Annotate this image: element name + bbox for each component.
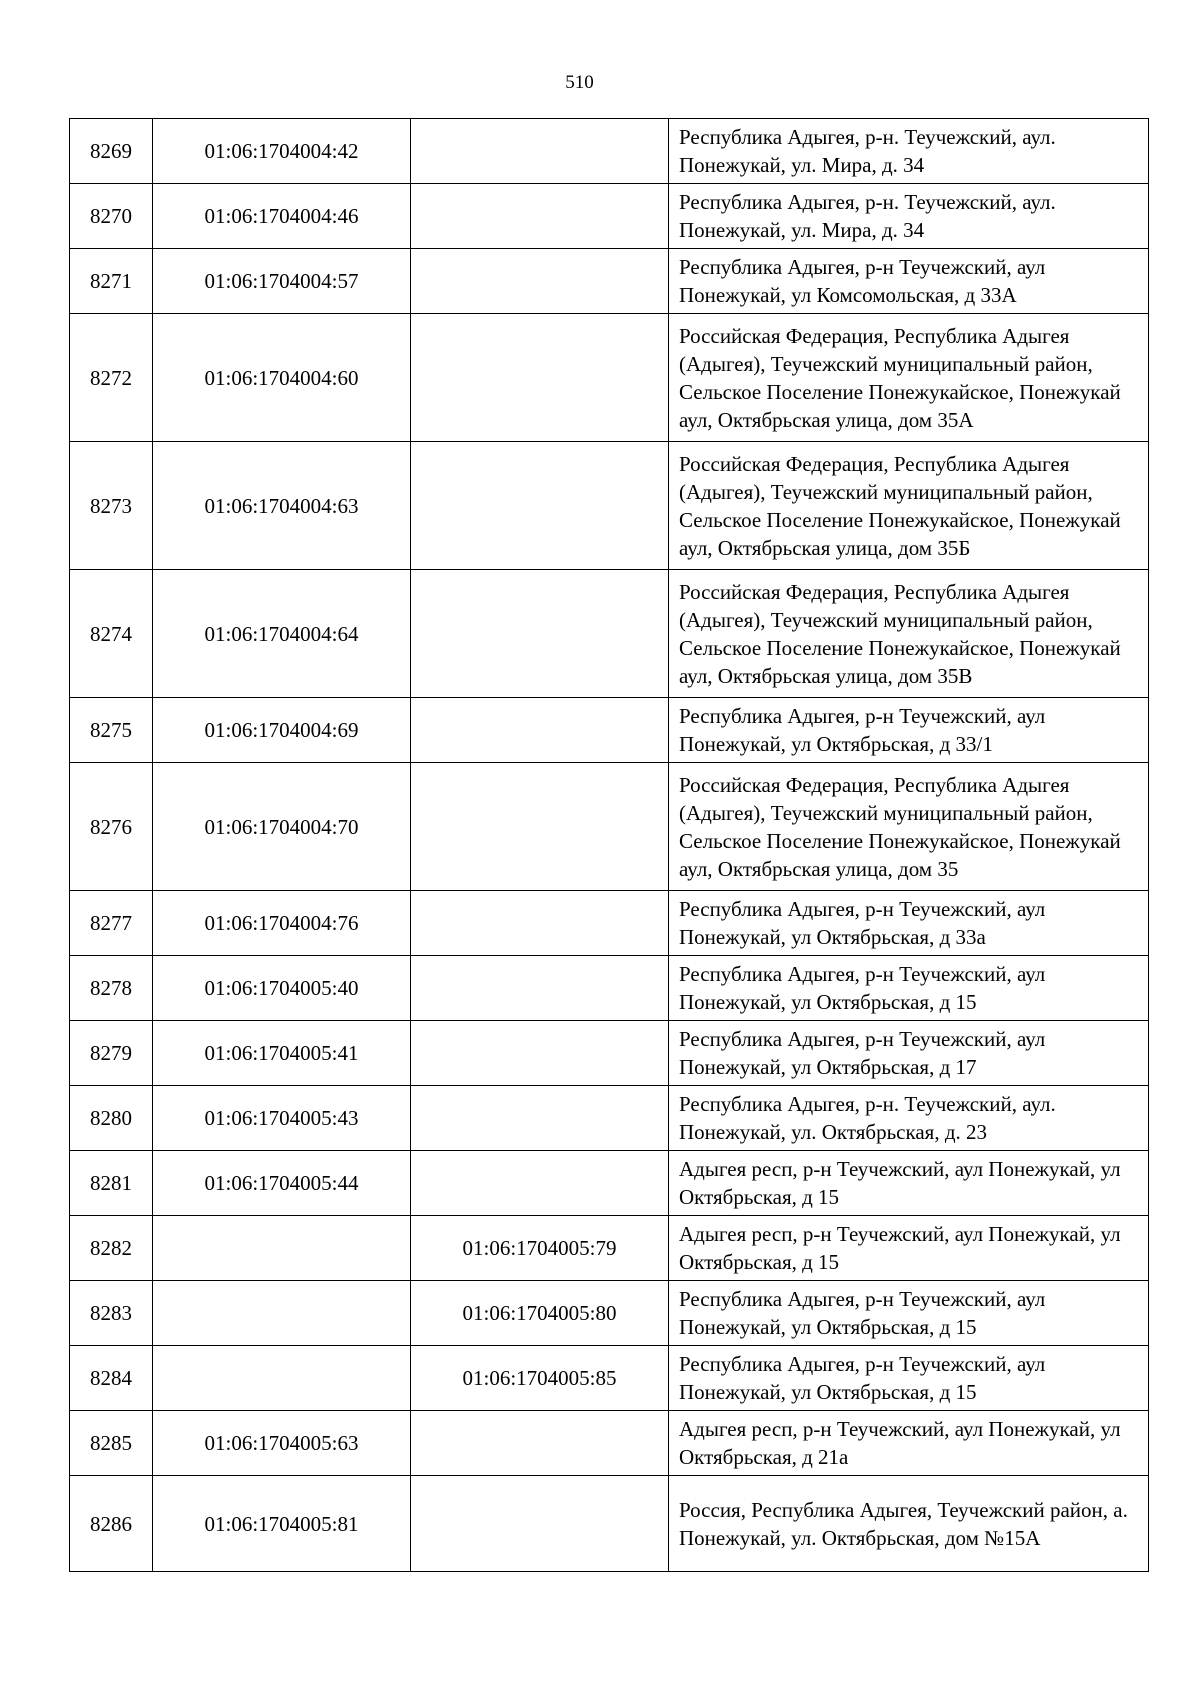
page-number: 510 [565, 72, 594, 93]
table-row [70, 314, 1149, 442]
secondary-cadastral-number-cell [411, 763, 669, 891]
address-cell: Российская Федерация, Республика Адыгея (Адыгея), Теучежский муниципальный район, Сельское Поселение Понежукайское, Понежукай аул, Октябрьская улица, дом 35Б [669, 442, 1149, 570]
address-cell: Республика Адыгея, р-н Теучежский, аул Понежукай, ул Октябрьская, д 33а [669, 891, 1149, 956]
table-row [70, 1021, 1149, 1086]
table-row [70, 1151, 1149, 1216]
secondary-cadastral-number-cell [411, 314, 669, 442]
cadastral-number-cell [153, 1216, 411, 1281]
address-cell: Республика Адыгея, р-н Теучежский, аул Понежукай, ул Комсомольская, д 33А [669, 249, 1149, 314]
address-cell: Адыгея респ, р-н Теучежский, аул Понежукай, ул Октябрьская, д 15 [669, 1151, 1149, 1216]
row-number-cell: 8286 [70, 1476, 153, 1572]
address-cell: Российская Федерация, Республика Адыгея (Адыгея), Теучежский муниципальный район, Сельское Поселение Понежукайское, Понежукай аул, Октябрьская улица, дом 35А [669, 314, 1149, 442]
secondary-cadastral-number-cell [411, 442, 669, 570]
address-cell: Республика Адыгея, р-н Теучежский, аул Понежукай, ул Октябрьская, д 17 [669, 1021, 1149, 1086]
cadastral-number-cell: 01:06:1704004:69 [153, 698, 411, 763]
address-cell: Республика Адыгея, р-н. Теучежский, аул. Понежукай, ул. Мира, д. 34 [669, 184, 1149, 249]
row-number-cell: 8270 [70, 184, 153, 249]
table-row [70, 1086, 1149, 1151]
secondary-cadastral-number-cell [411, 698, 669, 763]
cadastral-number-cell: 01:06:1704004:76 [153, 891, 411, 956]
cadastral-number-cell [153, 1281, 411, 1346]
table-row [70, 891, 1149, 956]
row-number-cell: 8275 [70, 698, 153, 763]
cadastral-number-cell: 01:06:1704004:64 [153, 570, 411, 698]
cadastral-number-cell: 01:06:1704005:81 [153, 1476, 411, 1572]
address-cell: Республика Адыгея, р-н Теучежский, аул Понежукай, ул Октябрьская, д 15 [669, 956, 1149, 1021]
cadastral-number-cell: 01:06:1704004:46 [153, 184, 411, 249]
row-number-cell: 8282 [70, 1216, 153, 1281]
cadastral-number-cell: 01:06:1704005:44 [153, 1151, 411, 1216]
secondary-cadastral-number-cell [411, 1411, 669, 1476]
row-number-cell: 8278 [70, 956, 153, 1021]
address-cell: Республика Адыгея, р-н. Теучежский, аул. Понежукай, ул. Мира, д. 34 [669, 119, 1149, 184]
row-number-cell: 8273 [70, 442, 153, 570]
cadastral-number-cell: 01:06:1704004:70 [153, 763, 411, 891]
table-row [70, 249, 1149, 314]
cadastral-number-cell: 01:06:1704004:57 [153, 249, 411, 314]
table-row [70, 698, 1149, 763]
address-cell: Адыгея респ, р-н Теучежский, аул Понежукай, ул Октябрьская, д 15 [669, 1216, 1149, 1281]
table-row [70, 119, 1149, 184]
secondary-cadastral-number-cell [411, 891, 669, 956]
row-number-cell: 8283 [70, 1281, 153, 1346]
secondary-cadastral-number-cell [411, 1151, 669, 1216]
row-number-cell: 8280 [70, 1086, 153, 1151]
address-cell: Россия, Республика Адыгея, Теучежский район, а. Понежукай, ул. Октябрьская, дом №15А [669, 1476, 1149, 1572]
table-row [70, 763, 1149, 891]
cadastral-number-cell [153, 1346, 411, 1411]
address-cell: Российская Федерация, Республика Адыгея (Адыгея), Теучежский муниципальный район, Сельское Поселение Понежукайское, Понежукай аул, Октябрьская улица, дом 35В [669, 570, 1149, 698]
table-row [70, 1281, 1149, 1346]
address-cell: Российская Федерация, Республика Адыгея (Адыгея), Теучежский муниципальный район, Сельское Поселение Понежукайское, Понежукай аул, Октябрьская улица, дом 35 [669, 763, 1149, 891]
table-row [70, 956, 1149, 1021]
table-row [70, 570, 1149, 698]
address-cell: Республика Адыгея, р-н. Теучежский, аул. Понежукай, ул. Октябрьская, д. 23 [669, 1086, 1149, 1151]
table-row [70, 1411, 1149, 1476]
cadastral-number-cell: 01:06:1704005:43 [153, 1086, 411, 1151]
secondary-cadastral-number-cell [411, 956, 669, 1021]
row-number-cell: 8271 [70, 249, 153, 314]
secondary-cadastral-number-cell [411, 184, 669, 249]
secondary-cadastral-number-cell [411, 1476, 669, 1572]
secondary-cadastral-number-cell: 01:06:1704005:79 [411, 1216, 669, 1281]
row-number-cell: 8284 [70, 1346, 153, 1411]
cadastral-number-cell: 01:06:1704004:60 [153, 314, 411, 442]
secondary-cadastral-number-cell: 01:06:1704005:80 [411, 1281, 669, 1346]
address-cell: Республика Адыгея, р-н Теучежский, аул Понежукай, ул Октябрьская, д 15 [669, 1281, 1149, 1346]
address-cell: Республика Адыгея, р-н Теучежский, аул Понежукай, ул Октябрьская, д 15 [669, 1346, 1149, 1411]
row-number-cell: 8279 [70, 1021, 153, 1086]
cadastral-number-cell: 01:06:1704004:42 [153, 119, 411, 184]
secondary-cadastral-number-cell [411, 570, 669, 698]
address-cell: Адыгея респ, р-н Теучежский, аул Понежукай, ул Октябрьская, д 21а [669, 1411, 1149, 1476]
cadastral-number-cell: 01:06:1704004:63 [153, 442, 411, 570]
row-number-cell: 8281 [70, 1151, 153, 1216]
cadastral-number-cell: 01:06:1704005:40 [153, 956, 411, 1021]
secondary-cadastral-number-cell [411, 119, 669, 184]
secondary-cadastral-number-cell [411, 1021, 669, 1086]
address-cell: Республика Адыгея, р-н Теучежский, аул Понежукай, ул Октябрьская, д 33/1 [669, 698, 1149, 763]
row-number-cell: 8277 [70, 891, 153, 956]
row-number-cell: 8276 [70, 763, 153, 891]
row-number-cell: 8274 [70, 570, 153, 698]
row-number-cell: 8269 [70, 119, 153, 184]
secondary-cadastral-number-cell [411, 249, 669, 314]
secondary-cadastral-number-cell: 01:06:1704005:85 [411, 1346, 669, 1411]
table-row [70, 1346, 1149, 1411]
table-row [70, 1476, 1149, 1572]
row-number-cell: 8272 [70, 314, 153, 442]
secondary-cadastral-number-cell [411, 1086, 669, 1151]
table-row [70, 1216, 1149, 1281]
row-number-cell: 8285 [70, 1411, 153, 1476]
registry-table [69, 118, 1149, 1572]
cadastral-number-cell: 01:06:1704005:41 [153, 1021, 411, 1086]
table-row [70, 442, 1149, 570]
table-row [70, 184, 1149, 249]
cadastral-number-cell: 01:06:1704005:63 [153, 1411, 411, 1476]
